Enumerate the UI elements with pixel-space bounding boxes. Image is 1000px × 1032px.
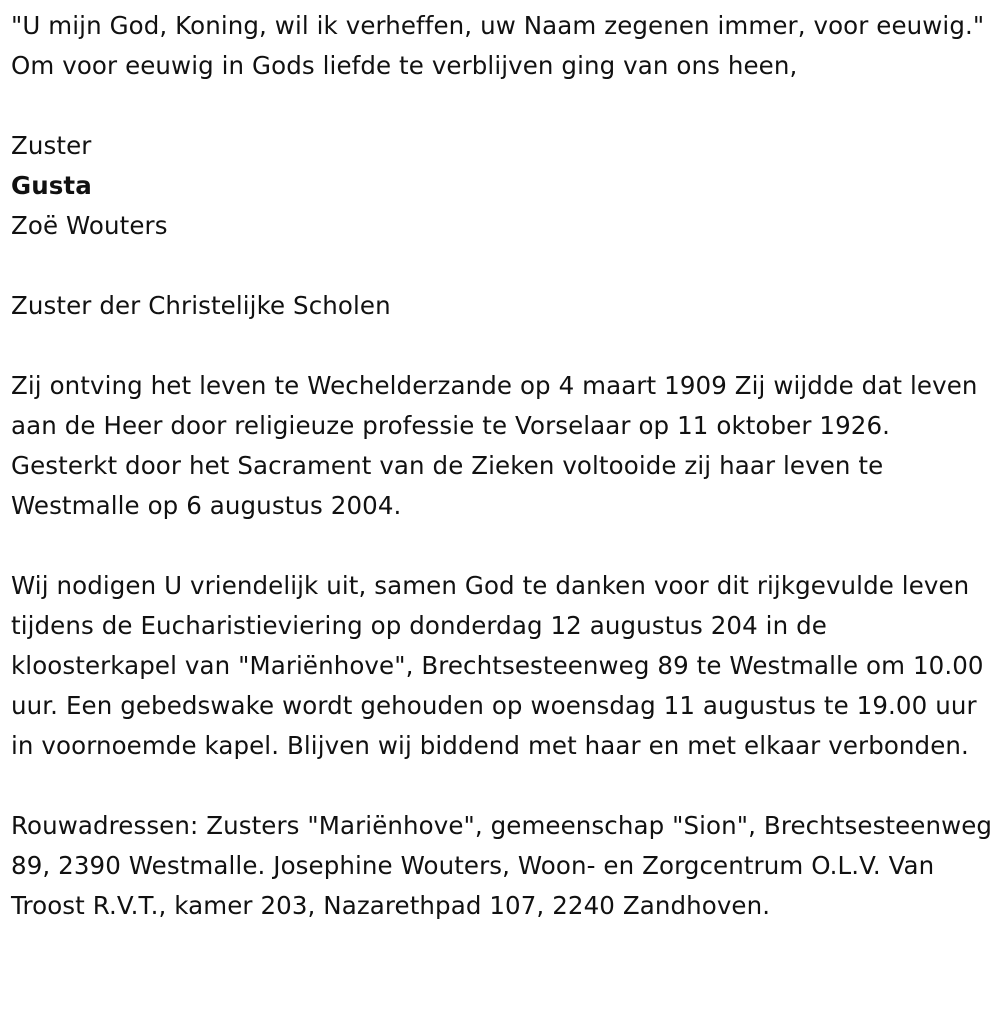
civil-name: Zoë Wouters (11, 211, 168, 240)
spacer (11, 526, 993, 566)
spacer (11, 326, 993, 366)
addresses-paragraph: Rouwadressen: Zusters "Mariënhove", gemeenschap "Sion", Brechtsesteenweg 89, 2390 Westmalle. Josephine Wouters, Woon- en Zorgcentrum O.L.V. Van Troost R.V.T., kamer 203, Nazarethpad 107, 2240 Zandhoven. (11, 811, 993, 920)
congregation: Zuster der Christelijke Scholen (11, 291, 391, 320)
spacer (11, 86, 993, 126)
religious-name: Gusta (11, 171, 92, 200)
spacer (11, 246, 993, 286)
life-paragraph: Zij ontving het leven te Wechelderzande op 4 maart 1909 Zij wijdde dat leven aan de Heer door religieuze professie te Vorselaar op 11 oktober 1926. Gesterkt door het Sacrament van de Zieken voltooide zij haar leven te Westmalle op 6 augustus 2004. (11, 371, 978, 520)
spacer (11, 766, 993, 806)
intro-quote: "U mijn God, Koning, wil ik verheffen, uw Naam zegenen immer, voor eeuwig." Om voor eeuwig in Gods liefde te verblijven ging van ons heen, (11, 11, 985, 80)
invitation-paragraph: Wij nodigen U vriendelijk uit, samen God te danken voor dit rijkgevulde leven tijdens de Eucharistieviering op donderdag 12 augustus 204 in de kloosterkapel van "Mariënhove", Brechtsesteenweg 89 te Westmalle om 10.00 uur. Een gebedswake wordt gehouden op woensdag 11 augustus te 19.00 uur in voornoemde kapel. Blijven wij biddend met haar en met elkaar verbonden. (11, 571, 984, 760)
title-line: Zuster (11, 131, 92, 160)
obituary-document (11, 6, 993, 926)
